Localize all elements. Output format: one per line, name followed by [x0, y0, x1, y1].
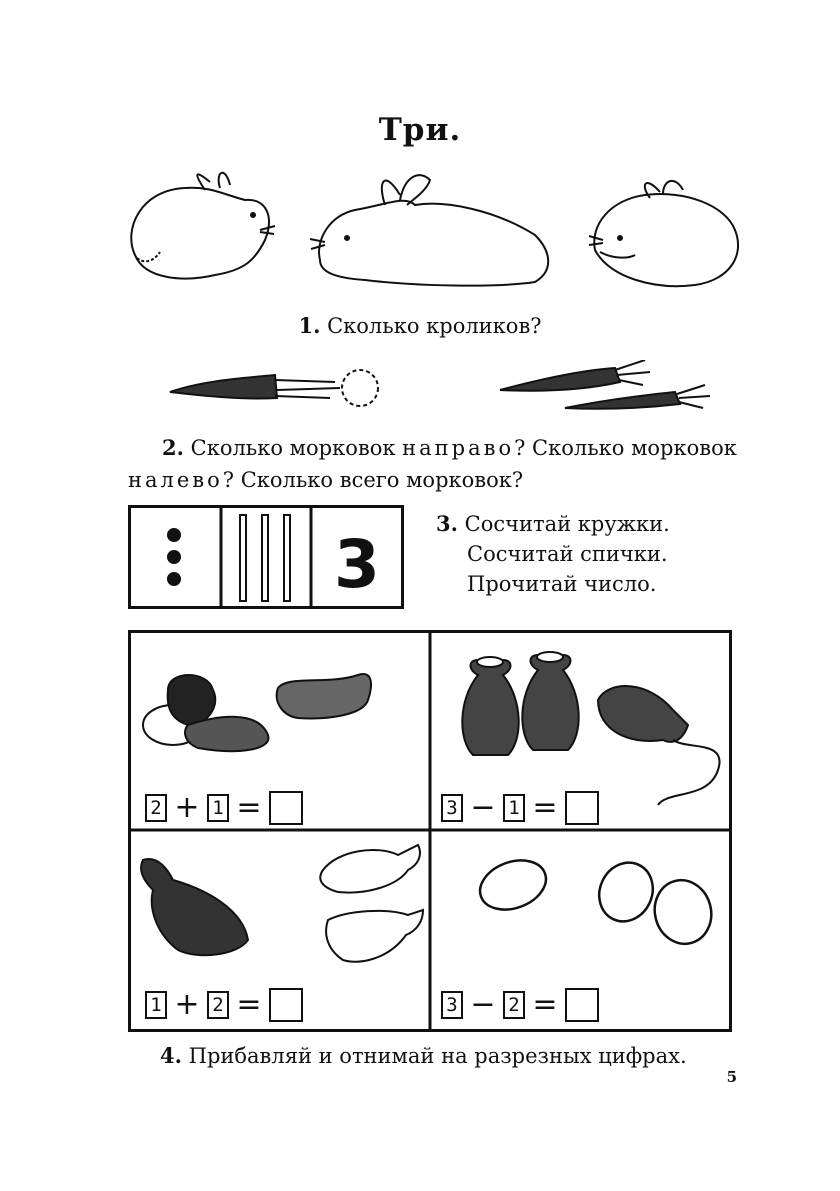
question-3 — [436, 508, 670, 540]
operator: + — [174, 790, 200, 825]
question-text-part: Сколько морковок — [190, 436, 403, 460]
number-card: 3 — [441, 991, 463, 1019]
match-stick — [240, 515, 246, 601]
equation-3 — [145, 987, 303, 1022]
dots-cell — [167, 528, 181, 586]
question-2 — [162, 432, 742, 464]
page-number: 5 — [726, 1068, 737, 1086]
counting-table — [128, 505, 404, 609]
question-number: 4. — [160, 1043, 182, 1068]
operator: − — [470, 987, 496, 1022]
eggs-picture — [473, 852, 718, 950]
equation-1 — [145, 790, 303, 825]
question-number: 3. — [436, 511, 458, 536]
hens-picture — [141, 845, 423, 962]
question-line: Сосчитай кружки. — [464, 512, 670, 536]
answer-box — [269, 791, 303, 825]
question-text: Прибавляй и отнимай на разрезных цифрах. — [188, 1044, 687, 1068]
question-4 — [160, 1040, 687, 1072]
question-3-line-2: Сосчитай спички. — [467, 542, 668, 566]
question-text-part: ? Сколько морковок — [514, 436, 737, 460]
dot — [167, 550, 181, 564]
equals-sign: = — [236, 790, 262, 825]
matches-cell — [240, 515, 290, 601]
number-card: 3 — [441, 794, 463, 822]
rabbit-icon — [589, 181, 738, 286]
question-2-line-2 — [128, 464, 728, 496]
equals-sign: = — [532, 790, 558, 825]
carrot-icon — [500, 360, 650, 391]
rabbits-illustration — [115, 160, 755, 300]
equals-sign: = — [532, 987, 558, 1022]
rabbit-icon — [131, 173, 275, 279]
equation-2 — [441, 790, 599, 825]
carrot-icon — [170, 370, 378, 406]
question-emphasis-right: направо — [402, 436, 515, 460]
digit-three: 3 — [334, 526, 380, 603]
answer-box — [565, 988, 599, 1022]
rabbit-icon — [310, 175, 548, 285]
number-card: 2 — [145, 794, 167, 822]
equation-4 — [441, 987, 599, 1022]
number-card: 1 — [503, 794, 525, 822]
question-1 — [0, 310, 840, 342]
match-stick — [284, 515, 290, 601]
carrots-illustration — [165, 360, 725, 420]
number-card: 1 — [207, 794, 229, 822]
question-number: 1. — [298, 313, 321, 338]
number-card: 1 — [145, 991, 167, 1019]
exercise-grid — [128, 630, 732, 1032]
equals-sign: = — [236, 987, 262, 1022]
question-number: 2. — [162, 435, 184, 460]
jugs-picture — [462, 652, 719, 805]
dot — [167, 572, 181, 586]
dot — [167, 528, 181, 542]
dog-and-cat-picture — [143, 674, 371, 751]
match-stick — [262, 515, 268, 601]
question-text: Сколько кроликов? — [327, 314, 542, 338]
answer-box — [565, 791, 599, 825]
operator: − — [470, 790, 496, 825]
operator: + — [174, 987, 200, 1022]
page-title: Три. — [378, 112, 462, 148]
question-3-line-3: Прочитай число. — [467, 572, 657, 596]
answer-box — [269, 988, 303, 1022]
number-card: 2 — [503, 991, 525, 1019]
question-text-part: ? Сколько всего морковок? — [222, 468, 524, 492]
number-card: 2 — [207, 991, 229, 1019]
question-emphasis-left: налево — [128, 468, 223, 492]
